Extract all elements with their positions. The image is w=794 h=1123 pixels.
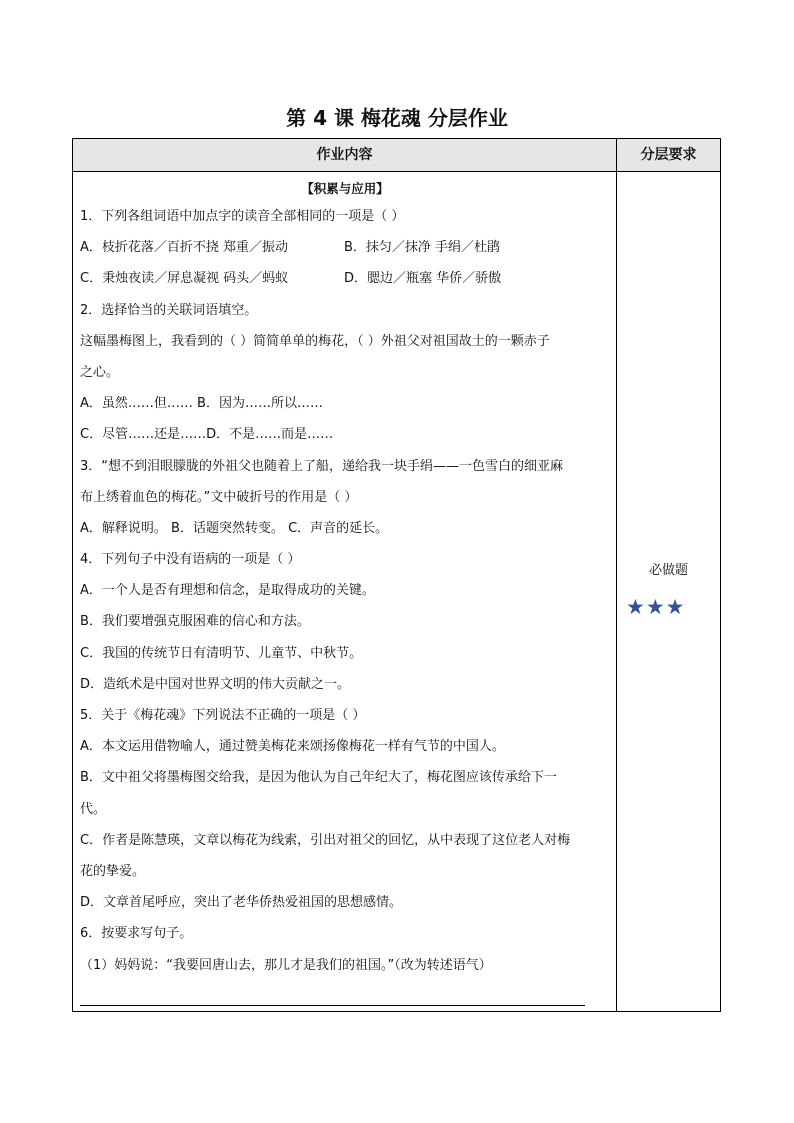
difficulty-stars-icon: ★★★ bbox=[626, 595, 686, 619]
section-heading: 【积累与应用】 bbox=[301, 181, 389, 196]
header-level-column: 分层要求 bbox=[640, 147, 697, 163]
question-6: 6．按要求写句子。 bbox=[80, 926, 193, 942]
question-3-line-1: 3．“想不到泪眼朦胧的外祖父也随着上了船，递给我一块手绢——一色雪白的细亚麻 bbox=[80, 458, 564, 474]
question-5-option-a: A．本文运用借物喻人，通过赞美梅花来颂扬像梅花一样有气节的中国人。 bbox=[80, 739, 505, 755]
question-2-sentence-line-2: 之心。 bbox=[80, 364, 120, 380]
question-5-option-b-line-2: 代。 bbox=[80, 801, 107, 817]
question-5-option-c-line-1: C．作者是陈慧瑛，文章以梅花为线索，引出对祖父的回忆，从中表现了这位老人对梅 bbox=[80, 832, 571, 848]
question-1-option-b: B．抹匀／抹净 手绢／杜鹃 bbox=[344, 240, 501, 256]
answer-blank-line bbox=[80, 1005, 585, 1006]
question-4-option-d: D．造纸术是中国对世界文明的伟大贡献之一。 bbox=[80, 676, 351, 692]
question-5-option-c-line-2: 花的挚爱。 bbox=[80, 863, 146, 879]
question-5-option-b-line-1: B．文中祖父将墨梅图交给我，是因为他认为自己年纪大了，梅花图应该传承给下一 bbox=[80, 770, 557, 786]
homework-content-cell bbox=[80, 177, 610, 981]
question-6-part-1: （1）妈妈说：“我要回唐山去，那儿才是我们的祖国。”（改为转述语气） bbox=[80, 957, 492, 973]
question-4-option-a: A．一个人是否有理想和信念，是取得成功的关键。 bbox=[80, 583, 375, 599]
question-2-sentence-line-1: 这幅墨梅图上，我看到的（ ）简简单单的梅花，（ ）外祖父对祖国故土的一颗赤子 bbox=[80, 333, 550, 349]
question-3-options: A．解释说明。 B．话题突然转变。 C．声音的延长。 bbox=[80, 520, 389, 536]
question-2-options-ab: A．虽然……但…… B．因为……所以…… bbox=[80, 396, 323, 412]
question-4-option-b: B．我们要增强克服困难的信心和方法。 bbox=[80, 614, 310, 630]
question-1-option-a: A．枝折花落／百折不挠 郑重／振动 bbox=[80, 240, 289, 256]
question-2-options-cd: C．尽管……还是……D．不是……而是…… bbox=[80, 427, 334, 443]
page-title: 第 4 课 梅花魂 分层作业 bbox=[286, 106, 508, 130]
question-5-option-d: D．文章首尾呼应，突出了老华侨热爱祖国的思想感情。 bbox=[80, 895, 403, 911]
question-1-options-ab bbox=[80, 232, 610, 263]
table-header-row bbox=[73, 139, 720, 172]
question-1-option-c: C．秉烛夜读／屏息凝视 码头／蚂蚁 bbox=[80, 271, 289, 287]
question-3-line-2: 布上绣着血色的梅花。”文中破折号的作用是（ ） bbox=[80, 489, 358, 505]
question-2: 2．选择恰当的关联词语填空。 bbox=[80, 302, 258, 318]
homework-table bbox=[72, 138, 721, 1012]
question-1-option-d: D．腮边／瓶塞 华侨／骄傲 bbox=[344, 271, 502, 287]
question-5: 5．关于《梅花魂》下列说法不正确的一项是（ ） bbox=[80, 708, 366, 723]
question-1-options-cd bbox=[80, 263, 610, 294]
header-content-column: 作业内容 bbox=[316, 147, 373, 163]
question-4-option-c: C．我国的传统节日有清明节、儿童节、中秋节。 bbox=[80, 645, 363, 661]
question-4: 4．下列句子中没有语病的一项是（ ） bbox=[80, 552, 301, 568]
level-label: 必做题 bbox=[648, 563, 688, 578]
question-1: 1．下列各组词语中加点字的读音全部相同的一项是（ ） bbox=[80, 209, 405, 224]
